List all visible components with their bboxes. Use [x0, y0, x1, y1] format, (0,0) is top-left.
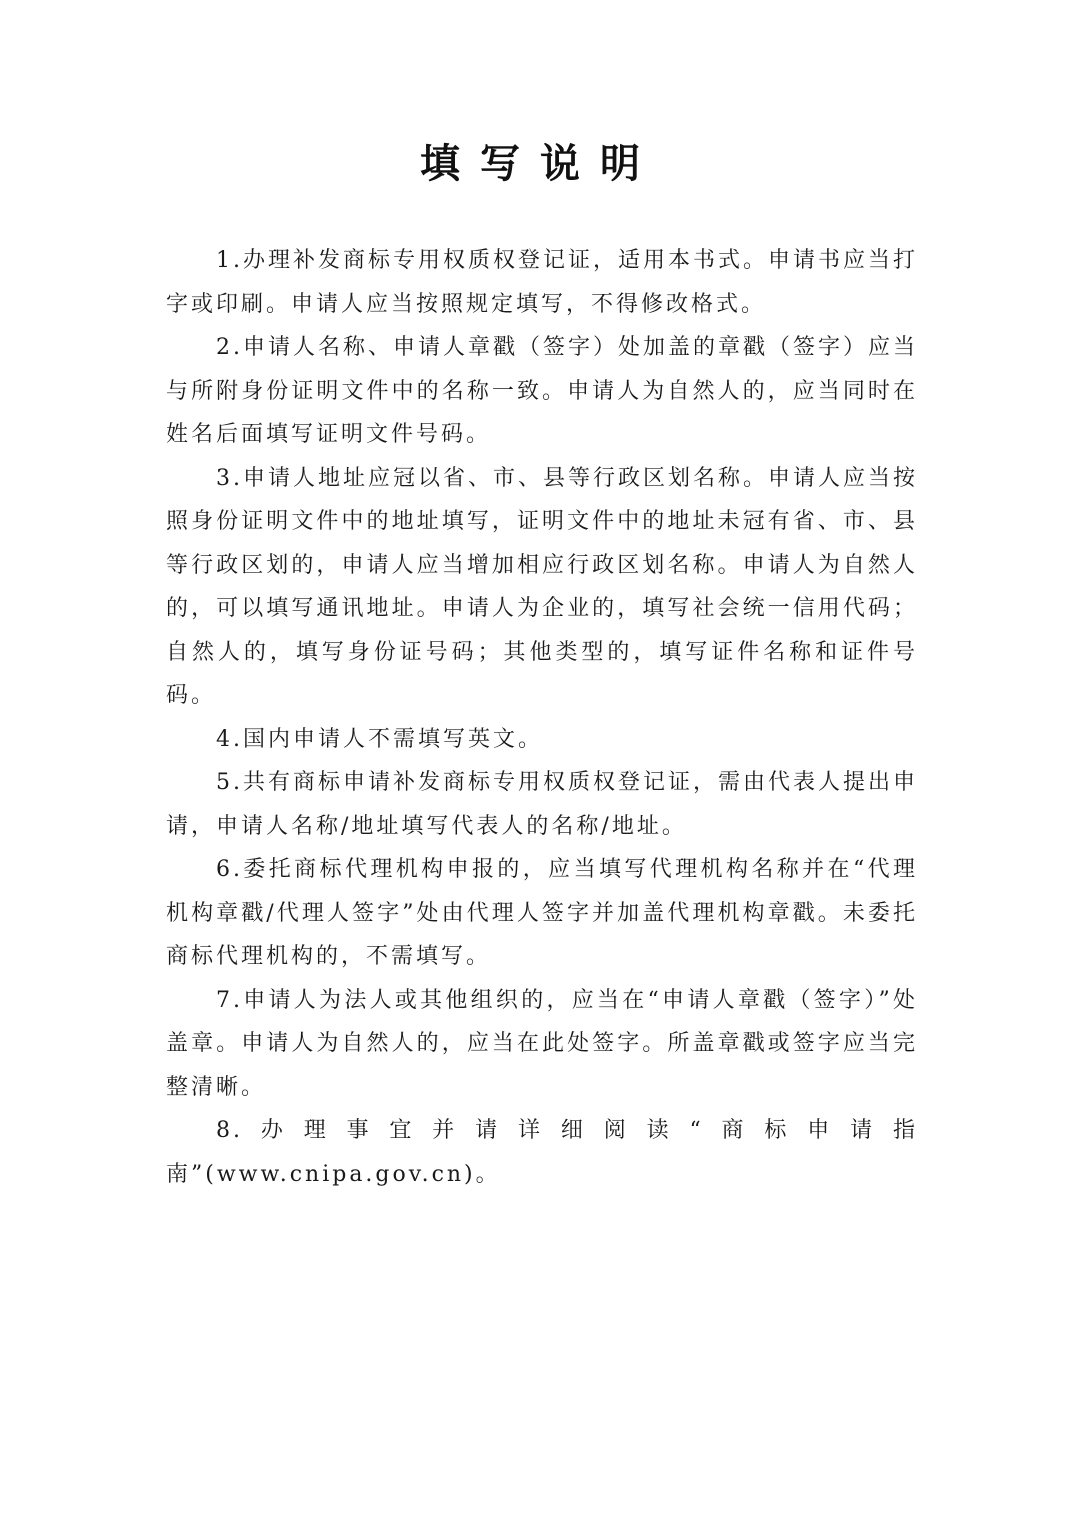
- page-title: 填写说明: [420, 141, 660, 187]
- instruction-item-2: 2.申请人名称、申请人章戳（签字）处加盖的章戳（签字）应当与所附身份证明文件中的名称一致。申请人为自然人的，应当同时在姓名后面填写证明文件号码。: [166, 335, 918, 447]
- instruction-item-6: 6.委托商标代理机构申报的，应当填写代理机构名称并在“代理机构章戳/代理人签字”处由代理人签字并加盖代理机构章戳。未委托商标代理机构的，不需填写。: [166, 857, 918, 969]
- instruction-item-1: 1.办理补发商标专用权质权登记证，适用本书式。申请书应当打字或印刷。申请人应当按照规定填写，不得修改格式。: [166, 248, 918, 317]
- instruction-item-8: 8.办理事宜并请详细阅读“商标申请指南”(www.cnipa.gov.cn)。: [166, 1118, 918, 1187]
- instructions-body: [166, 239, 918, 1196]
- instruction-item-3: 3.申请人地址应冠以省、市、县等行政区划名称。申请人应当按照身份证明文件中的地址填写，证明文件中的地址未冠有省、市、县等行政区划的，申请人应当增加相应行政区划名称。申请人为自然人的，可以填写通讯地址。申请人为企业的，填写社会统一信用代码；自然人的，填写身份证号码；其他类型的，填写证件名称和证件号码。: [166, 465, 918, 708]
- instruction-item-4: 4.国内申请人不需填写英文。: [216, 726, 543, 752]
- instruction-item-7: 7.申请人为法人或其他组织的，应当在“申请人章戳（签字）”处盖章。申请人为自然人的，应当在此处签字。所盖章戳或签字应当完整清晰。: [166, 987, 918, 1100]
- instruction-item-5: 5.共有商标申请补发商标专用权质权登记证，需由代表人提出申请，申请人名称/地址填写代表人的名称/地址。: [166, 770, 918, 839]
